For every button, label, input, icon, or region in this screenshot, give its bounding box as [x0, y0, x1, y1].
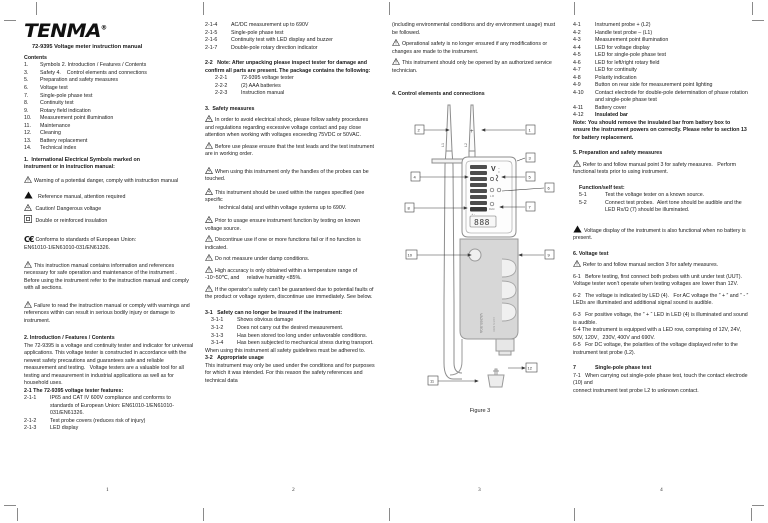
control-label: LED for continuity — [595, 67, 637, 74]
list-item — [24, 138, 194, 146]
contents-label: Continuity test — [40, 100, 74, 107]
section-5-safety-paragraph — [573, 160, 749, 177]
voltage-test-6-5: 6-5 For DC voltage, the polarities of the voltage displayed refer to the instrument test probe (L2). — [573, 342, 738, 356]
page-number: 1 — [106, 487, 109, 493]
service-warning-text: This instrument should only be opened by an authorized service technician. — [392, 60, 552, 74]
section-2-body: The 72-9395 is a voltage and continuity tester and indicator for universal applications. This voltage tester is constructed in accordance with the newest safety precautions and guarantees safe and reliable measurement and testing. Voltage testers are a valuable tool for all testing and measurement in industrial applications as well as for household uses. — [24, 342, 194, 387]
feature-number: 2-1-3 — [24, 425, 37, 432]
safety-item-text: Has been subjected to mechanical stress during transport. — [237, 340, 374, 347]
svg-text:10: 10 — [407, 252, 412, 258]
list-item — [205, 22, 375, 30]
filled-triangle-icon — [573, 225, 582, 233]
page-number: 2 — [292, 487, 295, 493]
control-number: 4-10 — [573, 89, 584, 96]
symbol-insulation-text: Double or reinforced insulation — [35, 218, 108, 225]
manual-info-text-2: Before using the instrument refer to the instruction manual and comply with all sections. — [24, 277, 189, 292]
control-number: 4-1 — [573, 22, 581, 28]
list-item — [573, 75, 749, 83]
svg-text:1: 1 — [528, 127, 531, 133]
crop-mark-bottom — [574, 508, 575, 521]
contents-number: 9. — [24, 107, 29, 114]
section-6-safety-text: Refer to and follow manual section 3 for safety measures. — [583, 262, 719, 269]
section-7-title: Single-pole phase test — [595, 365, 652, 372]
package-text: 72-9395 voltage tester — [241, 75, 294, 82]
feature-text: Continuity test with LED display and buzzer — [231, 37, 333, 44]
safety-item-text: Has been stored too long under unfavorable conditions. — [237, 332, 368, 339]
list-item — [24, 395, 194, 418]
brand-logo-text: TENMA — [24, 20, 101, 42]
symbol-caution-paragraph — [24, 204, 194, 214]
voltage-test-6-1: 6-1 Before testing, first connect both probes with unit under test (UUT). — [573, 273, 742, 280]
high-voltage-triangle-icon — [24, 204, 32, 211]
brand-logo — [24, 22, 204, 41]
feature-text: Single-pole phase test — [231, 29, 284, 36]
manual-info-text: This instruction manual contains information and references necessary for safe operation and maintenance of the instrument . — [24, 262, 177, 277]
contents-number: 1. — [24, 62, 29, 69]
safety-guidelines-text: When using this instrument all safety guidelines must be adhered to. — [205, 347, 366, 354]
safety-discontinue-text: Discontinue use if one or more functions fail or if no function is indicated. — [205, 237, 361, 251]
warning-triangle-icon — [205, 285, 213, 292]
svg-text:L1: L1 — [441, 142, 445, 147]
contents-label: Symbols 2. Introduction / Features / Contents — [40, 62, 147, 69]
list-item — [573, 52, 749, 60]
section-5-safety-text: Refer to and follow manual point 3 for safety measures. Perform functional tests prior to using instrument. — [573, 161, 737, 176]
list-item — [24, 123, 194, 131]
control-number: 4-8 — [573, 74, 581, 81]
svg-text:L R: L R — [490, 194, 494, 198]
control-label: Instrument probe + (L2) — [595, 22, 651, 28]
page-column-1 — [24, 22, 194, 433]
safety-known-source-paragraph — [205, 216, 375, 233]
list-item — [24, 100, 194, 108]
section-1-heading-line1: 1. International Electrical Symbols marked on — [24, 156, 140, 163]
contents-label: Maintenance — [40, 122, 71, 129]
control-label: LED for single-pole phase test — [595, 52, 666, 59]
list-item — [215, 83, 375, 91]
contents-list — [24, 62, 194, 152]
warning-triangle-icon — [573, 260, 581, 267]
svg-text:+: + — [470, 128, 474, 135]
crop-mark-top — [389, 2, 390, 15]
svg-text:~: ~ — [498, 165, 500, 170]
safety-leads-paragraph — [205, 142, 375, 159]
control-label: Insulated bar — [595, 112, 628, 119]
list-item — [24, 145, 194, 153]
list-item — [205, 45, 375, 53]
contents-number: 12. — [24, 130, 32, 137]
package-number: 2-2-3 — [215, 90, 228, 97]
svg-text:9: 9 — [547, 252, 550, 258]
svg-text:6: 6 — [547, 185, 550, 191]
svg-text:11: 11 — [430, 378, 435, 384]
page-column-4 — [573, 22, 749, 395]
section-2-heading: 2. Introduction / Features / Contents — [24, 335, 115, 342]
service-warning-paragraph — [392, 58, 562, 75]
contents-label: Preparation and safety measures — [40, 77, 119, 84]
svg-text:888: 888 — [474, 217, 490, 227]
safety-accuracy-text: High accuracy is only obtained within a temperature range of -10~50℃, and relative humidity <85%. — [205, 267, 358, 282]
safety-shock-paragraph — [205, 115, 375, 140]
crop-mark-top — [36, 2, 37, 15]
safety-damp-text: Do not measure under damp conditions. — [215, 256, 310, 263]
modification-warning-text: Operational safety is no longer ensured if any modifications or changes are made to the instrument. — [392, 41, 548, 55]
control-elements-list — [573, 22, 749, 120]
control-number: 4-2 — [573, 29, 581, 36]
package-contents-list — [215, 75, 375, 98]
safety-operator-paragraph — [205, 285, 375, 302]
control-number: 4-5 — [573, 52, 581, 59]
list-item — [24, 85, 194, 93]
list-item — [573, 105, 749, 113]
list-item — [573, 37, 749, 45]
safety-item-number: 3-1-2 — [211, 324, 224, 331]
modification-warning-paragraph — [392, 39, 562, 56]
voltage-tester-figure — [392, 103, 568, 415]
feature-text: AC/DC measurement up to 690V — [231, 22, 309, 28]
control-number: 4-11 — [573, 104, 584, 111]
crop-mark-bottom — [17, 508, 18, 521]
crop-mark-top — [203, 2, 204, 15]
control-label: Battery cover — [595, 104, 627, 111]
control-number: 4-12 — [573, 112, 584, 119]
section-1-heading-line2: instrument or in instruction manual: — [24, 164, 115, 171]
list-item — [24, 93, 194, 101]
svg-text:CAT IV 600V: CAT IV 600V — [492, 316, 495, 332]
symbol-warning-text: Warning of a potential danger, comply with instruction manual — [34, 177, 179, 184]
section-7-number: 7 — [573, 365, 576, 372]
self-test-heading: Function/self test: — [579, 184, 625, 191]
safety-known-source-text: Prior to usage ensure instrument function by testing on known voltage source. — [205, 218, 361, 232]
list-item — [24, 115, 194, 123]
svg-text:VA265-50A: VA265-50A — [479, 312, 484, 333]
control-label: Button on rear side for measurement point lighting — [595, 82, 713, 89]
list-item — [211, 333, 375, 341]
safety-damp-paragraph — [205, 254, 375, 264]
control-number: 4-6 — [573, 59, 581, 66]
usage-conditions-text: (including environmental conditions and dry environment usage) must be followed. — [392, 22, 556, 36]
svg-text:4: 4 — [413, 174, 416, 180]
crop-mark-bottom — [203, 508, 204, 521]
crop-mark-bottom — [751, 508, 752, 521]
control-number: 4-3 — [573, 37, 581, 44]
section-6-safety-paragraph — [573, 260, 749, 270]
contents-label: Measurement point illumination — [40, 115, 114, 122]
package-number: 2-2-2 — [215, 82, 228, 89]
feature-text: IP65 and CAT IV 600V compliance and conforms to standards of European Union: EN61010-1/EN61010-031/EN61326. — [50, 395, 174, 417]
feature-number: 2-1-6 — [205, 37, 218, 44]
symbol-reference-paragraph — [24, 191, 194, 202]
svg-text:7: 7 — [528, 204, 531, 210]
safety-handles-text: When using this instrument only the handles of the probes can be touched. — [205, 168, 369, 183]
crop-mark-left — [4, 20, 16, 21]
list-item — [573, 45, 749, 53]
voltage-test-6-1b: Voltage tester won’t operate when testing voltages are lower than 12V. — [573, 281, 738, 288]
contents-number: 11. — [24, 122, 31, 129]
package-text: (2) AAA batteries — [241, 82, 281, 89]
warning-triangle-icon — [24, 176, 32, 183]
list-item — [205, 37, 375, 45]
section-6-heading: 6. Voltage test — [573, 250, 609, 257]
list-item — [24, 70, 194, 78]
symbol-caution-text: Caution! Dangerous voltage — [35, 205, 102, 212]
warning-triangle-icon — [24, 301, 32, 308]
high-voltage-triangle-icon — [205, 188, 213, 195]
list-item — [211, 325, 375, 333]
contents-number: 3. — [24, 69, 29, 76]
crop-mark-top — [752, 2, 753, 15]
list-item — [579, 192, 749, 200]
self-test-number: 5-1 — [579, 192, 587, 199]
feature-number: 2-1-5 — [205, 29, 218, 36]
safety-item-number: 3-1-3 — [211, 332, 224, 339]
svg-text:=: = — [498, 169, 500, 174]
warning-triangle-icon — [392, 58, 400, 65]
warning-triangle-icon — [392, 39, 400, 46]
control-label: LED for voltage display — [595, 44, 650, 51]
ce-conformity-text: Conforms to standards of European Union: — [35, 236, 137, 243]
safety-handles-paragraph — [205, 167, 375, 184]
section-2-1-heading: 2-1 The 72-9395 voltage tester features: — [24, 387, 124, 394]
safety-item-text: Shows obvious damage — [237, 317, 294, 324]
manual-info-paragraph — [24, 261, 194, 278]
list-item — [573, 90, 749, 105]
contents-label: Safety 4. Control elements and connections — [40, 69, 147, 76]
list-item — [211, 340, 375, 348]
contents-number: 8. — [24, 100, 29, 107]
contents-number: 6. — [24, 85, 29, 91]
section-2-2-heading: 2-2 Note: After unpacking please inspect tester for damage and confirm all parts are present. The package contains the following: — [205, 60, 371, 74]
svg-text:V: V — [491, 165, 496, 173]
list-item — [24, 62, 194, 70]
svg-text:+ -: + - — [471, 211, 476, 216]
section-4-heading: 4. Control elements and connections — [392, 91, 485, 98]
feature-number: 2-1-2 — [24, 417, 37, 424]
figure-caption: Figure 3 — [469, 408, 491, 415]
list-item — [573, 67, 749, 75]
section-5-heading: 5. Preparation and safety measures — [573, 150, 663, 157]
safety-operator-text: If the operator’s safety can’t be guaranteed due to potential faults of the product or voltage system, discontinue use immediately. See below. — [205, 286, 374, 301]
crop-mark-left — [4, 505, 16, 506]
svg-text:3: 3 — [528, 155, 531, 161]
control-label: LED for left/right rotary field — [595, 59, 660, 66]
voltage-tester-diagram — [392, 103, 568, 403]
phase-test-7-1: 7-1 When carrying out single-pole phase test, touch the contact electrode (10) and — [573, 372, 748, 387]
self-test-text: Test the voltage tester on a known source. — [605, 192, 705, 199]
list-item — [573, 82, 749, 90]
svg-text:12: 12 — [527, 365, 532, 371]
list-item — [579, 200, 749, 215]
contents-label: Single-pole phase test — [40, 92, 93, 99]
page-number: 4 — [660, 487, 663, 493]
feature-text: Test probe covers (reduces risk of injury) — [50, 417, 146, 424]
safety-leads-text: Before use please ensure that the test leads and the test instrument are in working order. — [205, 143, 375, 158]
list-item — [24, 77, 194, 85]
symbol-insulation-paragraph — [24, 215, 194, 226]
svg-text:5: 5 — [528, 174, 531, 180]
control-number: 4-7 — [573, 67, 581, 74]
warning-triangle-icon — [205, 254, 213, 261]
warning-triangle-icon — [573, 160, 581, 167]
package-text: Instruction manual — [241, 90, 285, 97]
contents-label: Voltage test — [40, 85, 68, 91]
control-label: Contact electrode for double-pole determination of phase rotation and single-pole phase test — [595, 89, 748, 104]
contents-label: Cleaning — [40, 130, 61, 137]
list-item — [215, 75, 375, 83]
contents-label: Battery replacement — [40, 137, 88, 144]
voltage-test-6-4: 6-4 The instrument is equipped with a LED row, comprising of 12V, 24V, 50V, 120V，230V, 400V and 690V. — [573, 327, 741, 341]
safety-item-number: 3-1-1 — [211, 317, 224, 324]
section-3-1-heading: 3-1 Safety can no longer be insured if the instrument: — [205, 309, 343, 316]
contents-number: 13. — [24, 137, 32, 144]
warning-triangle-icon — [24, 261, 32, 268]
warning-triangle-icon — [205, 266, 213, 273]
section-3-2-body: This instrument may only be used under the conditions and for purposes for which it was intended. For this reason the safety references and technical data — [205, 362, 375, 384]
page-number: 3 — [478, 487, 481, 493]
list-item — [205, 30, 375, 38]
battery-note-paragraph — [573, 225, 749, 243]
crop-mark-bottom — [389, 508, 390, 521]
crop-mark-top — [574, 2, 575, 15]
battery-note-text: Voltage display of the instrument is also functional when no battery is present. — [573, 227, 746, 242]
manual-failure-paragraph — [24, 301, 194, 326]
section-7-heading — [573, 365, 749, 373]
self-test-text: Connect test probes. Alert tone should be audible and the LED Rx/Ω (7) should be illuminated. — [605, 199, 742, 214]
contents-number: 10. — [24, 115, 32, 122]
symbol-warning-paragraph — [24, 176, 194, 186]
feature-number: 2-1-4 — [205, 22, 218, 28]
list-item — [573, 60, 749, 68]
page-column-3 — [392, 22, 562, 415]
contents-label: Rotary field indication — [40, 107, 91, 114]
list-item — [215, 90, 375, 98]
safety-ranges-text: This instrument should be used within the ranges specified (see specific — [205, 189, 365, 204]
feature-number: 2-1-1 — [24, 395, 37, 402]
warning-triangle-icon — [205, 235, 213, 242]
safety-shock-text: In order to avoid electrical shock, please follow safety procedures and regulations regarding excessive voltage contact and pay close attention when working with voltages exceeding 75VDC or 50VAC. — [205, 117, 369, 139]
warning-triangle-icon — [205, 142, 213, 149]
list-item — [211, 317, 375, 325]
safety-item-text: Does not carry out the desired measurement. — [237, 324, 344, 331]
contents-number: 7. — [24, 92, 29, 99]
feature-number: 2-1-7 — [205, 44, 218, 51]
safety-ranges-paragraph — [205, 188, 375, 205]
list-item — [573, 112, 749, 120]
list-item — [573, 22, 749, 30]
safety-item-number: 3-1-4 — [211, 340, 224, 347]
crop-mark-right — [752, 20, 764, 21]
double-insulation-icon — [24, 215, 32, 223]
svg-text:L2: L2 — [464, 142, 468, 147]
insulated-bar-note: Note: You should remove the insulated bar from battery box to ensure the instrument powers on correctly. Please refer to section 13 for battery replacement. — [573, 119, 747, 141]
page-column-2 — [205, 22, 375, 385]
high-voltage-triangle-icon — [205, 216, 213, 223]
control-label: Handle test probe – (L1) — [595, 29, 653, 36]
feature-text: LED display — [50, 425, 79, 432]
package-number: 2-2-1 — [215, 75, 228, 82]
crop-mark-right — [752, 505, 764, 506]
safety-accuracy-paragraph — [205, 266, 375, 283]
control-number: 4-9 — [573, 82, 581, 89]
manual-failure-text: Failure to read the instruction manual or comply with warnings and references within can result in serious bodily injury or damage to instrument. — [24, 302, 190, 324]
section-3-heading: 3. Safety measures — [205, 105, 255, 112]
registered-trademark-icon: ® — [100, 24, 107, 32]
contents-label: Technical index — [40, 145, 77, 152]
ce-conformity-paragraph — [24, 234, 194, 245]
safety-ranges-text-2: technical data) and within voltage systems up to 690V. — [219, 204, 347, 211]
list-item — [24, 130, 194, 138]
list-item — [24, 108, 194, 116]
svg-text:2: 2 — [417, 127, 420, 133]
symbol-reference-text: Reference manual, attention required — [37, 194, 126, 201]
contents-number: 5. — [24, 77, 29, 84]
list-item — [24, 418, 194, 426]
list-item — [24, 425, 194, 433]
safety-discontinue-paragraph — [205, 235, 375, 252]
control-number: 4-4 — [573, 44, 581, 51]
section-3-2-heading: 3-2 Appropriate usage — [205, 355, 264, 362]
list-item — [573, 30, 749, 38]
feature-text: Double-pole rotary direction indicator — [231, 44, 318, 51]
high-voltage-triangle-icon — [205, 115, 213, 122]
svg-text:Rx/Ω: Rx/Ω — [489, 207, 495, 211]
high-voltage-triangle-icon — [205, 167, 213, 174]
svg-text:8: 8 — [407, 205, 410, 211]
self-test-number: 5-2 — [579, 199, 587, 206]
control-label: Measurement point illumination — [595, 37, 669, 44]
voltage-test-6-2: 6-2 The voltage is indicated by LED (4). For AC voltage the ” + ” and ” - ” LEDs are illuminated and additional signal sound is audible. — [573, 292, 749, 307]
filled-triangle-icon — [24, 191, 33, 199]
page-title: 72-9395 Voltage meter instruction manual — [32, 44, 143, 50]
ce-standards-text: EN61010-1/EN61010-031/EN61326. — [24, 245, 110, 252]
contents-heading: Contents — [24, 54, 47, 61]
control-label: Polarity indication — [595, 74, 637, 81]
contents-number: 14. — [24, 145, 32, 152]
voltage-test-6-3: 6-3 For positive voltage, the ” + “ LED in LED (4) is illuminated and sound is audible. — [573, 311, 748, 326]
ce-mark-icon: C€ — [24, 234, 34, 244]
phase-test-7-1b: connect instrument test probe L2 to unknown contact. — [573, 387, 699, 394]
